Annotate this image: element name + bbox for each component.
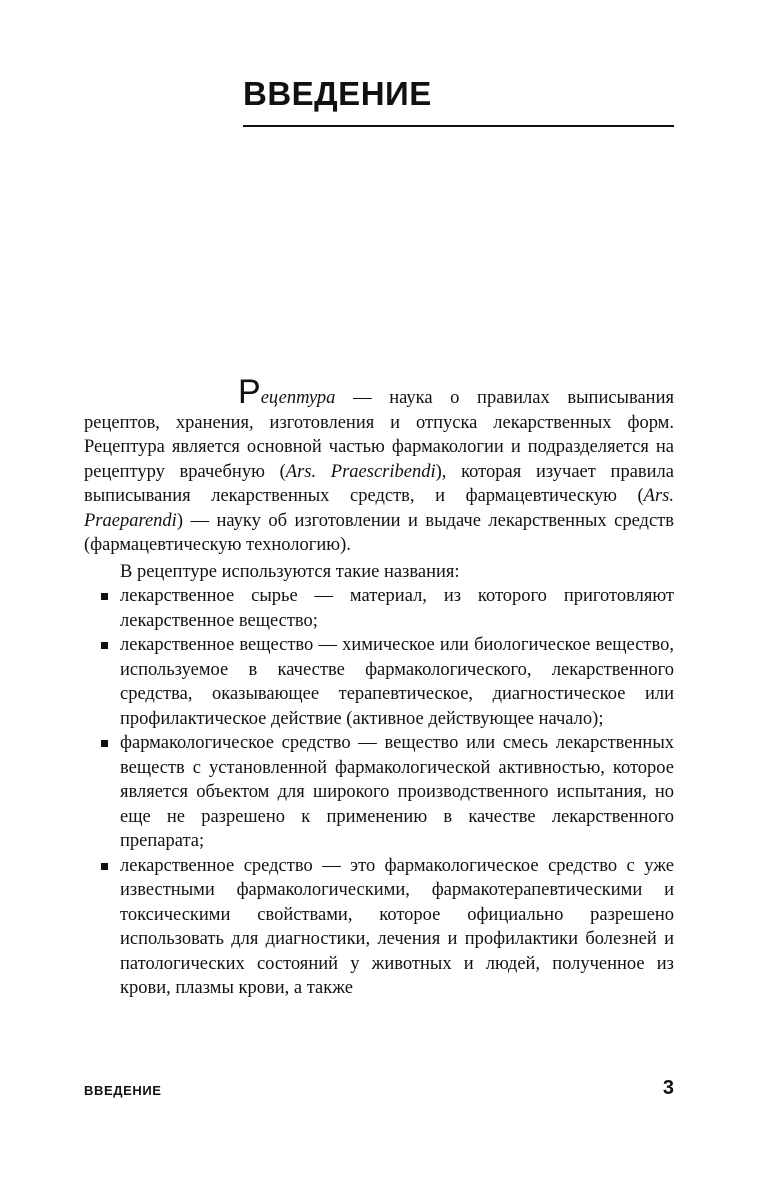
list-item: лекарственное сырье — материал, из которого приготовляют лекарственное вещество;: [84, 584, 674, 633]
body-text: [84, 373, 674, 1001]
names-intro-paragraph: В рецептуре используются такие названия:: [120, 561, 460, 582]
drop-cap: Р: [238, 373, 261, 411]
list-item: лекарственное средство — это фармакологическое средство с уже известными фармакологическими, фармакотерапевтическими и токсическими свойствами, которое официально разрешено использовать для диагностики, лечения и профилактики болезней и патологических состояний у животных и людей, полученное из крови, плазмы крови, а также: [84, 854, 674, 1001]
intro-paragraph: [84, 373, 674, 558]
latin-term-praescribendi: Ars. Praescribendi: [285, 461, 436, 482]
list-item: фармакологическое средство — вещество или смесь лекарственных веществ с установленной фармакологической активностью, которое является объектом для широкого производственного испытания, но еще не разрешено к применению в качестве лекарственного препарата;: [84, 731, 674, 854]
title-divider: [243, 125, 674, 127]
definitions-list: [84, 584, 674, 1001]
list-item: лекарственное вещество — химическое или биологическое вещество, используемое в качестве фармакологического, лекарственного средства, оказывающее терапевтическое, диагностическое или профилактическое действие (активное действующее начало);: [84, 633, 674, 731]
intro-term: ецептура: [260, 388, 336, 408]
intro-text-3: ) — науку об изготовлении и выдаче лекарственных средств (фармацевтическую технологию).: [84, 510, 674, 555]
page-number: 3: [662, 1077, 674, 1099]
chapter-title: ВВЕДЕНИЕ: [243, 75, 432, 112]
intro-text-2: ), которая изучает правила выписывания лекарственных средств, и фармацевтическую (: [84, 461, 674, 506]
intro-text-1: — наука о правилах выписывания рецептов, хранения, изготовления и отпуска лекарственных форм. Рецептура является основной частью фармакологии и подразделяется на рецептуру врачебную (: [84, 388, 674, 482]
latin-term-praeparendi: Ars. Praeparendi: [84, 486, 674, 531]
running-footer-title: ВВЕДЕНИЕ: [84, 1083, 162, 1098]
